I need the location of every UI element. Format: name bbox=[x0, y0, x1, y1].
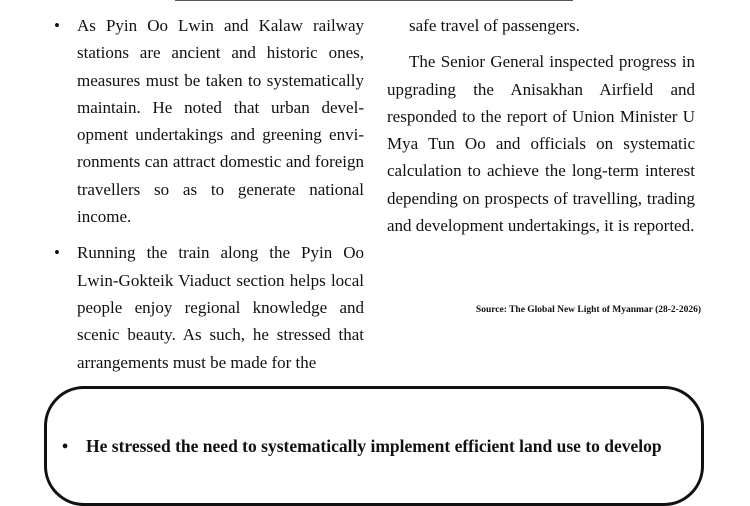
right-column bbox=[387, 12, 695, 239]
bullet-item bbox=[52, 239, 364, 375]
source-citation: Source: The Global New Light of Myanmar (28-2-2026) bbox=[475, 305, 701, 315]
body-paragraph: The Senior General inspected progress in upgrading the Anisakhan Airfield and responded to the report of Union Minister U Mya Tun Oo and officials on systematic calculation to achieve the long-term interest depending on prospects of travelling, trading and development undertakings, it is reported. bbox=[387, 52, 695, 236]
bullet-icon: • bbox=[54, 16, 60, 35]
bullet-icon: • bbox=[62, 436, 69, 456]
continuation-text: safe travel of passengers. bbox=[409, 16, 580, 35]
bullet-text: As Pyin Oo Lwin and Kalaw railway stations are ancient and historic ones, measures must be taken to systematically maintain. He noted that urban development undertakings and greening environments can attract domestic and foreign travellers so as to generate national income. bbox=[77, 16, 364, 227]
box-bullet-item bbox=[58, 434, 698, 458]
left-column bbox=[52, 12, 364, 385]
top-divider bbox=[175, 0, 573, 1]
bullet-icon: • bbox=[54, 243, 60, 263]
bullet-text: Running the train along the Pyin Oo Lwin-Gokteik Viaduct section helps local people enjoy regional knowledge and scenic beauty. As such, he stressed that arrangements must be made for the bbox=[77, 243, 364, 372]
box-bullet-text: He stressed the need to systematically implement efficient land use to develop bbox=[86, 436, 662, 456]
bullet-item bbox=[52, 12, 364, 230]
